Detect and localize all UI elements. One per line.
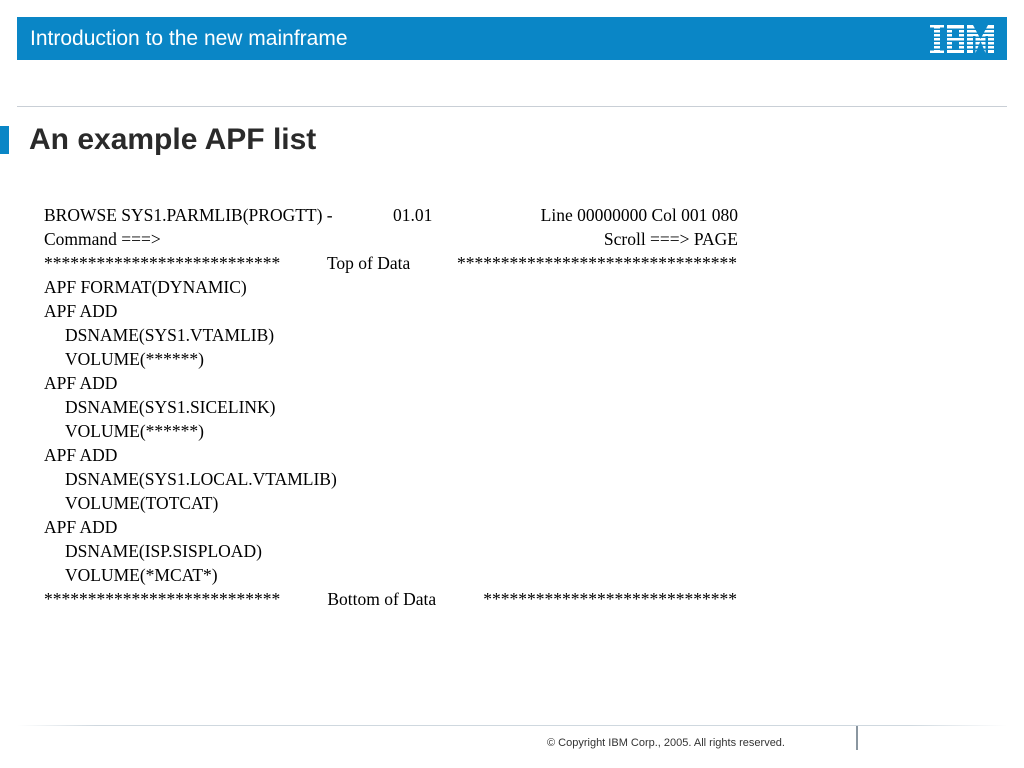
list-item: APF FORMAT(DYNAMIC) bbox=[44, 277, 247, 297]
line-col-label: Line 00000000 Col 001 080 bbox=[540, 205, 738, 225]
list-item: DSNAME(ISP.SISPLOAD) bbox=[65, 541, 262, 561]
bottom-stars-right: ***************************** bbox=[483, 589, 737, 609]
version-label: 01.01 bbox=[393, 205, 433, 225]
top-divider bbox=[17, 106, 1007, 107]
bottom-of-data-line bbox=[44, 587, 737, 611]
browse-line bbox=[44, 203, 744, 227]
bottom-of-data-marker: Bottom of Data bbox=[327, 589, 437, 609]
list-item: DSNAME(SYS1.VTAMLIB) bbox=[65, 325, 275, 345]
title-accent-bar bbox=[0, 126, 9, 154]
list-item: DSNAME(SYS1.LOCAL.VTAMLIB) bbox=[65, 469, 337, 489]
command-line bbox=[44, 227, 744, 251]
footer-divider bbox=[17, 725, 1007, 726]
slide-title: An example APF list bbox=[29, 123, 317, 156]
top-of-data-marker: Top of Data bbox=[326, 253, 411, 273]
list-item: APF ADD bbox=[44, 445, 118, 465]
list-item: APF ADD bbox=[44, 373, 118, 393]
list-item: APF ADD bbox=[44, 301, 118, 321]
list-item: VOLUME(*MCAT*) bbox=[65, 565, 218, 585]
bottom-stars-left: *************************** bbox=[44, 589, 281, 609]
header-bar bbox=[17, 17, 1007, 60]
list-item: VOLUME(******) bbox=[65, 421, 205, 441]
footer-vertical-divider bbox=[856, 726, 858, 750]
browse-label: BROWSE SYS1.PARMLIB(PROGTT) - bbox=[44, 205, 333, 225]
copyright-notice: © Copyright IBM Corp., 2005. All rights reserved. bbox=[547, 737, 785, 749]
list-item: VOLUME(TOTCAT) bbox=[65, 493, 219, 513]
ibm-logo bbox=[930, 25, 994, 53]
top-of-data-line bbox=[44, 251, 737, 275]
command-label: Command ===> bbox=[44, 229, 161, 249]
list-item: VOLUME(******) bbox=[65, 349, 205, 369]
list-item: DSNAME(SYS1.SICELINK) bbox=[65, 397, 276, 417]
scroll-label: Scroll ===> PAGE bbox=[603, 229, 738, 249]
top-stars-right: ******************************** bbox=[457, 253, 737, 273]
header-title: Introduction to the new mainframe bbox=[30, 27, 348, 50]
list-item: APF ADD bbox=[44, 517, 118, 537]
top-stars-left: *************************** bbox=[44, 253, 281, 273]
apf-listing bbox=[44, 203, 744, 611]
